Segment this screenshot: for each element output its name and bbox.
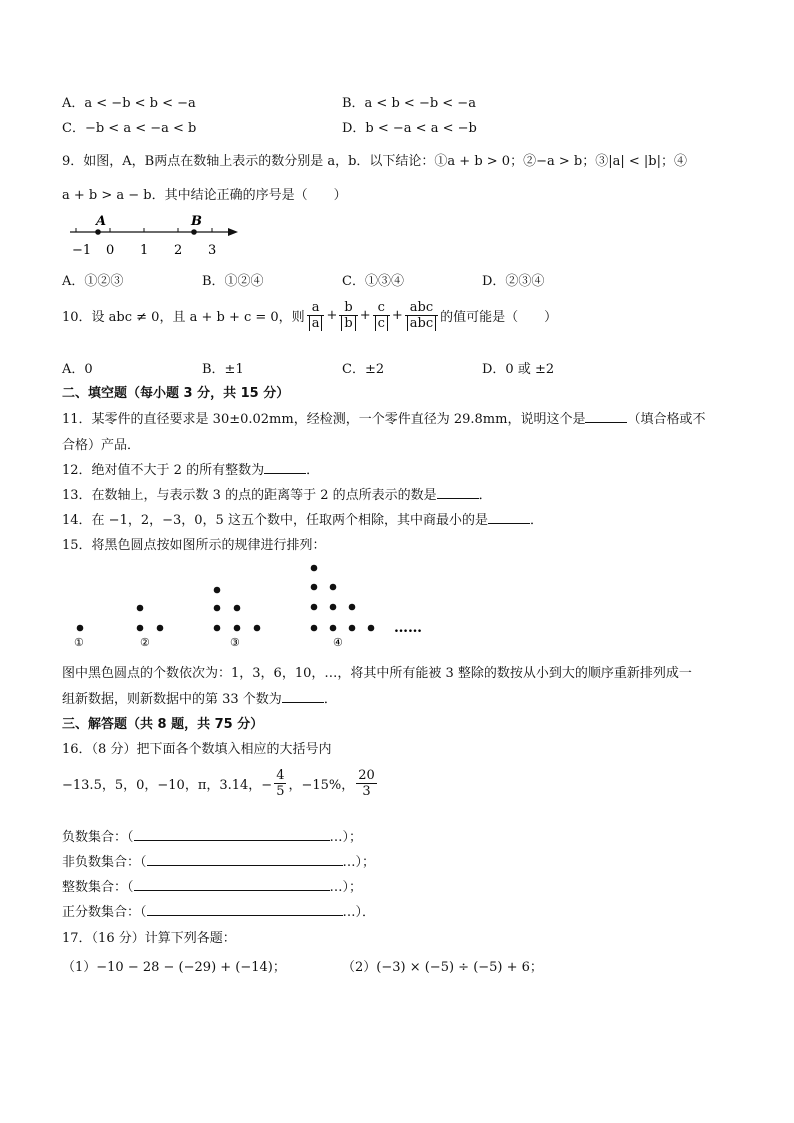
fraction-numerator: a (307, 300, 325, 316)
set-end: …）； (342, 855, 376, 870)
answer-blank (147, 903, 343, 916)
q16-integer-set (62, 876, 362, 895)
q10-option-a: A．0 (62, 362, 93, 377)
fraction-numerator: c (373, 300, 390, 316)
answer-blank (585, 410, 627, 423)
point-a-dot (95, 229, 101, 235)
q10-stem (62, 300, 557, 331)
q10-option-b: B．±1 (202, 362, 244, 377)
period: ． (529, 513, 543, 528)
fraction-numerator: 20 (358, 768, 375, 783)
axis-arrow-icon (228, 228, 238, 236)
q14-text: 14．在 −1，2，−3，0，5 这五个数中，任取两个相除，其中商最小的是 (62, 513, 488, 528)
dot (330, 625, 337, 632)
answer-blank (488, 511, 530, 524)
dot (137, 605, 144, 612)
tick-label: 1 (140, 243, 149, 258)
fraction-denominator: b (341, 316, 355, 331)
dot (330, 604, 337, 611)
period: ． (478, 488, 492, 503)
figure-label-2: ② (140, 636, 150, 649)
q10-fraction-b (339, 300, 357, 331)
q15-dot-pattern-figure (62, 556, 432, 656)
q15-line2: 图中黑色圆点的个数依次为：1，3，6，10，…，将其中所有能被 3 整除的数按从小到大的顺序重新排列成一 (62, 666, 692, 681)
tick-label: 2 (174, 243, 183, 258)
q11-line2: 合格）产品． (62, 438, 141, 453)
q11-line1 (62, 408, 705, 427)
q15-line3 (62, 688, 337, 707)
figure-label-4: ④ (333, 636, 343, 649)
ellipsis: …… (394, 620, 422, 636)
set-label: 正分数集合：（ (62, 905, 147, 920)
dot (214, 587, 221, 594)
fraction-denominator: a (309, 316, 323, 331)
q10-fraction-c (373, 300, 390, 331)
section-2-heading: 二、填空题（每小题 3 分，共 15 分） (62, 386, 290, 401)
dot (311, 604, 318, 611)
answer-blank (134, 878, 330, 891)
q10-fraction-a (307, 300, 325, 331)
answer-blank (264, 461, 306, 474)
dot (330, 584, 337, 591)
q15-line1: 15．将黑色圆点按如图所示的规律进行排列： (62, 538, 326, 553)
fraction-denominator: 5 (276, 784, 285, 799)
point-b-label: B (191, 214, 202, 229)
dot (77, 625, 84, 632)
section-3-heading: 三、解答题（共 8 题，共 75 分） (62, 717, 264, 732)
q9-number-line (62, 210, 252, 260)
q10-suffix: 的值可能是（ ） (440, 310, 558, 325)
q9-option-a: A．①②③ (62, 274, 124, 289)
set-label: 负数集合：（ (62, 830, 134, 845)
dot (214, 605, 221, 612)
q15-text: 组新数据，则新数据中的第 33 个数为 (62, 692, 282, 707)
fraction-numerator: abc (405, 300, 438, 316)
tick-label: −1 (72, 243, 92, 258)
q8-option-d: D．b < −a < a < −b (342, 121, 477, 136)
dot (254, 625, 261, 632)
q10-fraction-abc (405, 300, 438, 331)
dot (234, 605, 241, 612)
set-label: 非负数集合：（ (62, 855, 147, 870)
q8-option-b: B．a < b < −b < −a (342, 96, 476, 111)
q12-text: 12．绝对值不大于 2 的所有整数为 (62, 463, 265, 478)
dot (311, 625, 318, 632)
dot (368, 625, 375, 632)
q16-line1: 16．（8 分）把下面各个数填入相应的大括号内 (62, 742, 332, 757)
dot (349, 625, 356, 632)
dot (157, 625, 164, 632)
dot (137, 625, 144, 632)
q11-text: 11．某零件的直径要求是 30±0.02mm，经检测，一个零件直径为 29.8mm，说明这个是 (62, 412, 586, 427)
set-label: 整数集合：（ (62, 880, 134, 895)
q10-prefix: 10．设 abc ≠ 0，且 a + b + c = 0，则 (62, 310, 305, 325)
q16-negative-set (62, 826, 362, 845)
q16-fraction-20-3 (356, 768, 377, 799)
q8-option-c: C．−b < a < −a < b (62, 121, 197, 136)
fraction-denominator: abc (407, 316, 436, 331)
q9-stem-line2: a + b > a − b．其中结论正确的序号是（ ） (62, 188, 347, 203)
answer-blank (437, 486, 479, 499)
tick-label: 0 (106, 243, 115, 258)
q16-fraction-4-5 (274, 768, 286, 799)
dot (349, 604, 356, 611)
answer-blank (134, 828, 330, 841)
q9-option-c: C．①③④ (342, 274, 404, 289)
plus-sign: + (391, 308, 403, 323)
q16-non-negative-set (62, 851, 375, 870)
figure-label-1: ① (74, 636, 84, 649)
fraction-numerator: b (339, 300, 357, 316)
q14 (62, 509, 543, 528)
plus-sign: + (359, 308, 371, 323)
dot (311, 584, 318, 591)
q16-numbers (62, 768, 379, 799)
q17-line1: 17．（16 分）计算下列各题： (62, 931, 236, 946)
q17-part-2: （2）(−3) × (−5) ÷ (−5) + 6； (342, 960, 543, 975)
q13 (62, 484, 492, 503)
set-end: …）． (342, 905, 376, 920)
dot (214, 625, 221, 632)
q12 (62, 459, 319, 478)
period: ． (323, 692, 337, 707)
point-b-dot (191, 229, 197, 235)
q11-hint: （填合格或不 (627, 412, 706, 427)
answer-blank (147, 853, 343, 866)
fraction-numerator: 4 (276, 768, 285, 783)
q16-positive-fraction-set (62, 901, 375, 920)
dot (311, 565, 318, 572)
q9-option-b: B．①②④ (202, 274, 264, 289)
q16-number-list: −13.5，5，0，−10，π，3.14，− (62, 778, 273, 793)
q10-option-c: C．±2 (342, 362, 385, 377)
q13-text: 13．在数轴上，与表示数 3 的点的距离等于 2 的点所表示的数是 (62, 488, 437, 503)
set-end: …）； (329, 830, 363, 845)
point-a-label: A (96, 214, 107, 229)
q9-option-d: D．②③④ (482, 274, 545, 289)
answer-blank (282, 690, 324, 703)
tick-label: 3 (208, 243, 217, 258)
q8-option-a: A．a < −b < b < −a (62, 96, 196, 111)
q9-stem-line1: 9．如图，A，B两点在数轴上表示的数分别是 a，b．以下结论：①a + b > 0；②−a > b；③|a| < |b|；④ (62, 154, 687, 169)
dot (234, 625, 241, 632)
plus-sign: + (326, 308, 338, 323)
figure-label-3: ③ (230, 636, 240, 649)
q16-number-list-cont: ，−15%， (288, 778, 355, 793)
period: ． (306, 463, 320, 478)
q17-part-1: （1）−10 − 28 − (−29) + (−14)； (62, 960, 286, 975)
fraction-denominator: 3 (362, 784, 371, 799)
set-end: …）； (329, 880, 363, 895)
q10-option-d: D．0 或 ±2 (482, 362, 555, 377)
fraction-denominator: c (375, 316, 388, 331)
